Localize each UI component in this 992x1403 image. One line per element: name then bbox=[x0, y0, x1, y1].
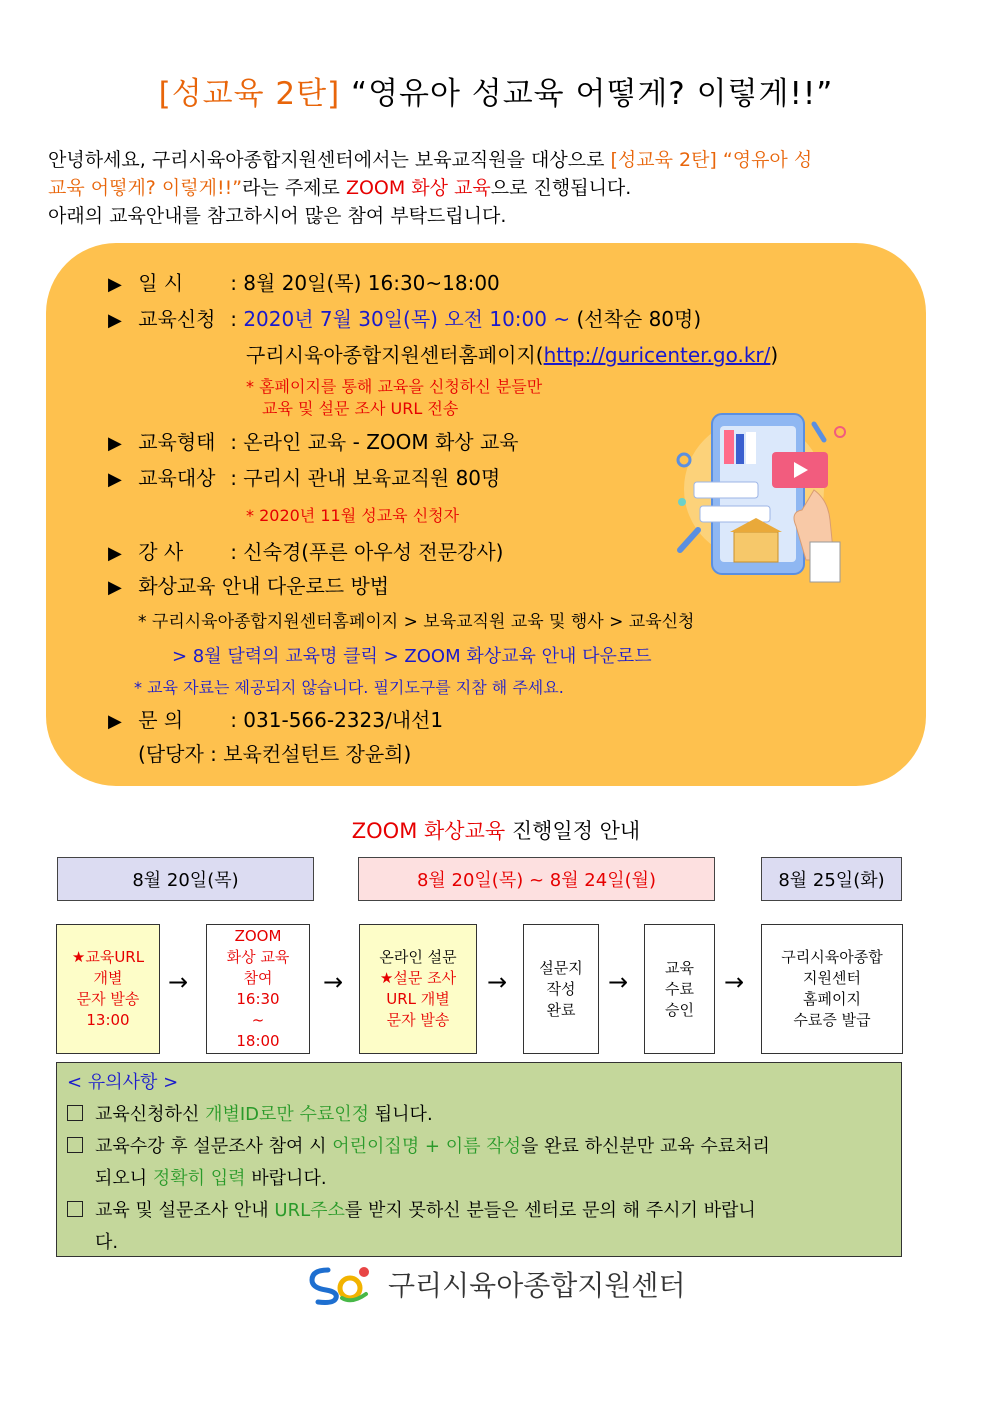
homepage-line bbox=[246, 339, 778, 368]
step-text: 교육 bbox=[665, 958, 694, 977]
homepage-close: ) bbox=[770, 343, 779, 367]
step-certificate bbox=[761, 924, 903, 1054]
title-part1: [성교육 2탄] bbox=[158, 76, 341, 112]
info-date bbox=[108, 267, 500, 296]
star-icon: ★ bbox=[71, 948, 86, 966]
step-text: 설문지 bbox=[539, 958, 583, 977]
info-download bbox=[108, 570, 389, 599]
step-text: 구리시육아종합 bbox=[781, 948, 883, 966]
notice-text: 교육수강 후 설문조사 참여 시 bbox=[95, 1136, 333, 1157]
notice-text: 바랍니다. bbox=[245, 1168, 327, 1189]
checkbox-icon bbox=[67, 1201, 83, 1217]
intro-text: 라는 주제로 bbox=[242, 177, 346, 199]
contact-person: (담당자 : 보육컨설턴트 장윤희) bbox=[138, 742, 412, 766]
info-lecturer bbox=[108, 536, 503, 565]
intro-highlight: 교육 어떻게? 이렇게!!” bbox=[48, 177, 243, 199]
notice-text: 교육신청하신 bbox=[95, 1104, 206, 1125]
download-path1: * 구리시육아종합지원센터홈페이지 > 보육교직원 교육 및 행사 > 교육신청 bbox=[138, 612, 695, 632]
info-contact bbox=[108, 704, 443, 733]
step-text: 홈페이지 bbox=[803, 990, 861, 1008]
school-building-icon bbox=[734, 532, 778, 562]
step-survey-url bbox=[359, 924, 477, 1054]
target-note: * 2020년 11월 성교육 신청자 bbox=[246, 506, 460, 525]
step-zoom-attend bbox=[206, 924, 310, 1054]
step-text: 온라인 설문 bbox=[379, 948, 457, 966]
schedule-title bbox=[0, 815, 992, 845]
notice-item2-cont bbox=[95, 1163, 921, 1195]
book-icon bbox=[724, 430, 734, 464]
intro-highlight: [성교육 2탄] “영유아 성 bbox=[610, 149, 813, 171]
intro-paragraph bbox=[48, 146, 948, 230]
materials-note: * 교육 자료는 제공되지 않습니다. 필기도구를 지참 해 주세요. bbox=[134, 678, 564, 697]
apply-colon: : bbox=[230, 307, 244, 331]
sleeve-icon bbox=[810, 542, 840, 582]
step-text: 13:00 bbox=[86, 1011, 130, 1029]
bullet-icon: ▶ bbox=[108, 543, 122, 564]
schedule-header-period: 8월 20일(목) ~ 8월 24일(월) bbox=[358, 857, 715, 901]
info-apply bbox=[108, 303, 701, 332]
arrow-right-icon: → bbox=[487, 968, 508, 996]
schedule-title-rest: 진행일정 안내 bbox=[505, 819, 641, 843]
step-text: 완료 bbox=[546, 1000, 576, 1019]
notice-item3-cont: 다. bbox=[95, 1232, 119, 1253]
step-text: 문자 발송 bbox=[386, 1011, 450, 1029]
step-text: 18:00 bbox=[236, 1032, 280, 1050]
date-value: : 8월 20일(목) 16:30~18:00 bbox=[230, 271, 500, 295]
notice-highlight: URL주소 bbox=[274, 1200, 345, 1221]
step-text: URL 개별 bbox=[386, 990, 450, 1008]
arrow-right-icon: → bbox=[168, 968, 189, 996]
footer-org-name: 구리시육아종합지원센터 bbox=[388, 1269, 686, 1302]
info-type bbox=[108, 426, 519, 455]
intro-text: 으로 진행됩니다. bbox=[490, 177, 632, 199]
notice-item1 bbox=[67, 1099, 893, 1131]
step-text: ~ bbox=[251, 1011, 265, 1029]
lecturer-label: 강 사 bbox=[138, 540, 184, 564]
book-icon bbox=[736, 434, 744, 464]
gear-icon bbox=[678, 454, 690, 466]
apply-value: 2020년 7월 30일(목) 오전 10:00 ~ bbox=[243, 307, 571, 331]
notice-text: 되오니 bbox=[95, 1168, 153, 1189]
apply-note2: 교육 및 설문 조사 URL 전송 bbox=[262, 399, 459, 418]
step-text: 화상 교육 bbox=[226, 948, 290, 966]
intro-zoom-highlight: ZOOM 화상 교육 bbox=[345, 177, 491, 199]
date-label: 일 시 bbox=[138, 271, 184, 295]
step-text: 작성 bbox=[546, 979, 576, 998]
intro-line3: 아래의 교육안내를 참고하시어 많은 참여 부탁드립니다. bbox=[48, 205, 507, 227]
step-text: 수료 bbox=[665, 979, 694, 998]
bullet-icon: ▶ bbox=[108, 469, 122, 490]
bullet-icon: ▶ bbox=[108, 274, 122, 295]
pencil-icon bbox=[680, 530, 698, 550]
schedule-header-day3: 8월 25일(화) bbox=[761, 857, 902, 901]
book-icon bbox=[746, 432, 756, 464]
homepage-link[interactable]: http://guricenter.go.kr/ bbox=[543, 343, 771, 367]
checkbox-icon bbox=[67, 1137, 83, 1153]
ring-icon bbox=[835, 427, 845, 437]
star-icon: ★ bbox=[379, 969, 394, 987]
pencil-icon bbox=[814, 424, 824, 440]
type-label: 교육형태 bbox=[138, 430, 216, 454]
target-value: : 구리시 관내 보육교직원 80명 bbox=[230, 466, 501, 490]
checkbox-icon bbox=[67, 1105, 83, 1121]
step-text: 지원센터 bbox=[803, 969, 861, 987]
notice-highlight: 정확히 입력 bbox=[152, 1168, 246, 1189]
contact-value: : 031-566-2323/내선1 bbox=[230, 708, 444, 732]
notice-item2 bbox=[67, 1131, 893, 1163]
bullet-icon: ▶ bbox=[108, 433, 122, 454]
bullet-icon: ▶ bbox=[108, 577, 122, 598]
contact-label: 문 의 bbox=[138, 708, 184, 732]
online-education-illustration bbox=[664, 394, 864, 584]
notice-text: 을 완료 하신분만 교육 수료처리 bbox=[521, 1136, 770, 1157]
apply-label: 교육신청 bbox=[138, 307, 216, 331]
intro-text: 안녕하세요, 구리시육아종합지원센터에서는 보육교직원을 대상으로 bbox=[48, 149, 611, 171]
chat-bubble-icon bbox=[700, 506, 770, 522]
info-target bbox=[108, 462, 500, 491]
step-completion-approval bbox=[644, 924, 715, 1054]
apply-extra: (선착순 80명) bbox=[570, 307, 702, 331]
chat-bubble-icon bbox=[694, 482, 758, 498]
arrow-right-icon: → bbox=[323, 968, 344, 996]
step-text: 승인 bbox=[665, 1000, 694, 1019]
bullet-icon: ▶ bbox=[108, 711, 122, 732]
dot-icon bbox=[678, 498, 686, 506]
schedule-title-zoom: ZOOM 화상교육 bbox=[351, 819, 506, 843]
step-text: 참여 bbox=[243, 969, 273, 987]
step-text: 교육URL bbox=[85, 948, 145, 966]
type-value: : 온라인 교육 - ZOOM 화상 교육 bbox=[230, 430, 519, 454]
notice-box bbox=[56, 1062, 902, 1257]
footer-logo bbox=[306, 1262, 686, 1306]
notice-text: 됩니다. bbox=[369, 1104, 433, 1125]
notice-item3 bbox=[67, 1195, 893, 1227]
schedule-header-day1: 8월 20일(목) bbox=[57, 857, 314, 901]
target-label: 교육대상 bbox=[138, 466, 216, 490]
page-title bbox=[0, 68, 992, 113]
bullet-icon: ▶ bbox=[108, 310, 122, 331]
arrow-right-icon: → bbox=[724, 968, 745, 996]
step-text: 16:30 bbox=[236, 990, 280, 1008]
title-part2: “영유아 성교육 어떻게? 이렇게!!” bbox=[340, 76, 834, 112]
notice-title: < 유의사항 > bbox=[67, 1072, 179, 1093]
homepage-text: 구리시육아종합지원센터홈페이지( bbox=[246, 343, 544, 367]
notice-text: 교육 및 설문조사 안내 bbox=[95, 1200, 275, 1221]
step-text: ZOOM bbox=[234, 927, 282, 945]
arrow-right-icon: → bbox=[608, 968, 629, 996]
apply-note1: * 홈페이지를 통해 교육을 신청하신 분들만 bbox=[246, 377, 543, 396]
notice-highlight: 개별ID로만 수료인정 bbox=[205, 1104, 370, 1125]
step-text: 문자 발송 bbox=[76, 990, 140, 1008]
download-label: 화상교육 안내 다운로드 방법 bbox=[138, 574, 390, 598]
step-text: 수료증 발급 bbox=[793, 1011, 871, 1029]
download-path2: > 8월 달력의 교육명 클릭 > ZOOM 화상교육 안내 다운로드 bbox=[172, 646, 652, 667]
center-logo-icon bbox=[306, 1262, 376, 1306]
step-url-sms bbox=[56, 924, 160, 1054]
lecturer-value: : 신숙경(푸른 아우성 전문강사) bbox=[230, 540, 504, 564]
step-text: 개별 bbox=[93, 969, 123, 987]
step-survey-done bbox=[523, 924, 599, 1054]
notice-highlight: 어린이집명 + 이름 작성 bbox=[332, 1136, 522, 1157]
notice-text: 를 받지 못하신 분들은 센터로 문의 해 주시기 바랍니 bbox=[344, 1200, 756, 1221]
step-text: 설문 조사 bbox=[393, 969, 457, 987]
